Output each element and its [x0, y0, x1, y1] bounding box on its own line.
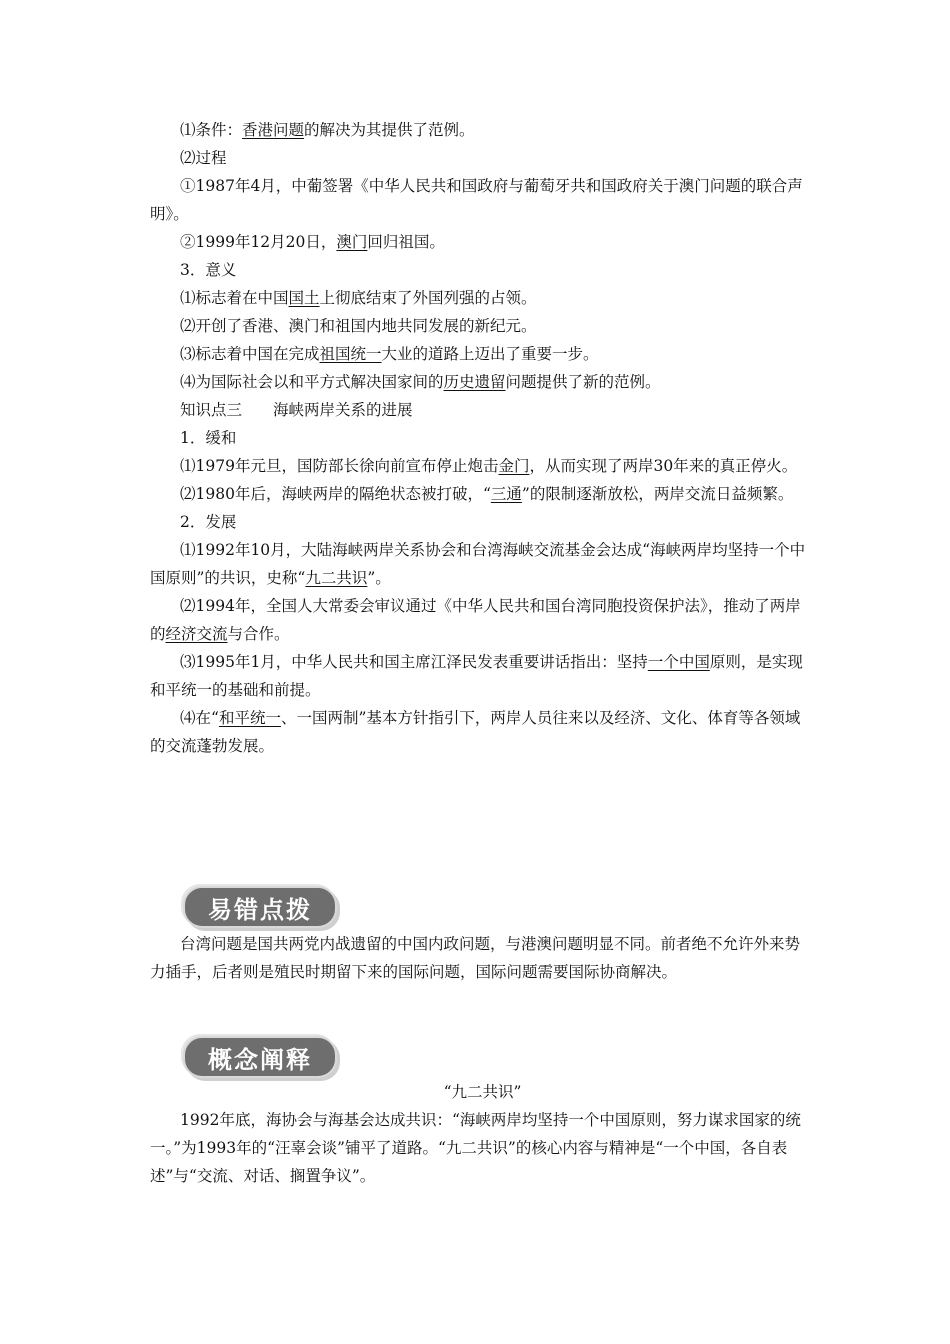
significance-item-4: ⑷为国际社会以和平方式解决国家间的历史遗留问题提供了新的范例。: [180, 373, 661, 391]
underlined-term: 和平统一: [218, 709, 281, 727]
underlined-term: 祖国统一: [319, 345, 382, 363]
development-item-1: ⑴1992年10月，大陆海峡两岸关系协会和台湾海峡交流基金会达成“海峡两岸均坚持一个中国原则”的共识，史称“九二共识”。: [150, 541, 806, 587]
underlined-term: 九二共识: [305, 569, 368, 587]
underlined-term: 金门: [498, 457, 530, 475]
error-tip-text: 台湾问题是国共两党内战遗留的中国内政问题，与港澳问题明显不同。前者绝不允许外来势力插手，后者则是殖民时期留下来的国际问题，国际问题需要国际协商解决。: [150, 935, 801, 981]
concept-badge: 概念阐释: [183, 1036, 337, 1078]
underlined-term: 澳门: [336, 233, 368, 251]
underlined-term: 历史遗留: [443, 373, 506, 391]
process-heading: ⑵过程: [180, 149, 227, 167]
process-item-2: ②1999年12月20日，澳门回归祖国。: [180, 233, 445, 251]
development-item-3: ⑶1995年1月，中华人民共和国主席江泽民发表重要讲话指出：坚持一个中国原则，是实现和平统一的基础和前提。: [150, 653, 803, 699]
underlined-term: 三通: [490, 485, 522, 503]
error-tip-badge: 易错点拨: [183, 886, 337, 928]
error-tip-section: [150, 930, 815, 986]
main-text-column: [150, 116, 815, 760]
process-item-1: ①1987年4月，中葡签署《中华人民共和国政府与葡萄牙共和国政府关于澳门问题的联合声明》。: [150, 177, 803, 223]
underlined-term: 一个中国: [647, 653, 710, 671]
easing-item-1: ⑴1979年元旦，国防部长徐向前宣布停止炮击金门，从而实现了两岸30年来的真正停火。: [180, 457, 798, 475]
underlined-term: 经济交流: [165, 625, 228, 643]
development-item-2: ⑵1994年，全国人大常委会审议通过《中华人民共和国台湾同胞投资保护法》，推动了两岸的经济交流与合作。: [150, 597, 801, 643]
knowledge-point-heading: 知识点三 海峡两岸关系的进展: [180, 401, 413, 419]
concept-title: “九二共识”: [443, 1083, 522, 1101]
significance-item-3: ⑶标志着中国在完成祖国统一大业的道路上迈出了重要一步。: [180, 345, 599, 363]
development-item-4: ⑷在“和平统一、一国两制”基本方针指引下，两岸人员往来以及经济、文化、体育等各领域的交流蓬勃发展。: [150, 709, 801, 755]
easing-heading: 1．缓和: [180, 429, 237, 447]
underlined-term: 香港问题: [242, 121, 305, 139]
significance-heading: 3．意义: [180, 261, 237, 279]
condition-line: ⑴条件：香港问题的解决为其提供了范例。: [180, 121, 475, 139]
significance-item-2: ⑵开创了香港、澳门和祖国内地共同发展的新纪元。: [180, 317, 537, 335]
concept-body: 1992年底，海协会与海基会达成共识：“海峡两岸均坚持一个中国原则，努力谋求国家的统一。”为1993年的“汪辜会谈”铺平了道路。“九二共识”的核心内容与精神是“一个中国，各自表述”与“交流、对话、搁置争议”。: [150, 1111, 801, 1185]
development-heading: 2．发展: [180, 513, 237, 531]
easing-item-2: ⑵1980年后，海峡两岸的隔绝状态被打破，“三通”的限制逐渐放松，两岸交流日益频繁。: [180, 485, 794, 503]
underlined-term: 国土: [288, 289, 320, 307]
concept-section: [150, 1078, 815, 1190]
significance-item-1: ⑴标志着在中国国土上彻底结束了外国列强的占领。: [180, 289, 537, 307]
